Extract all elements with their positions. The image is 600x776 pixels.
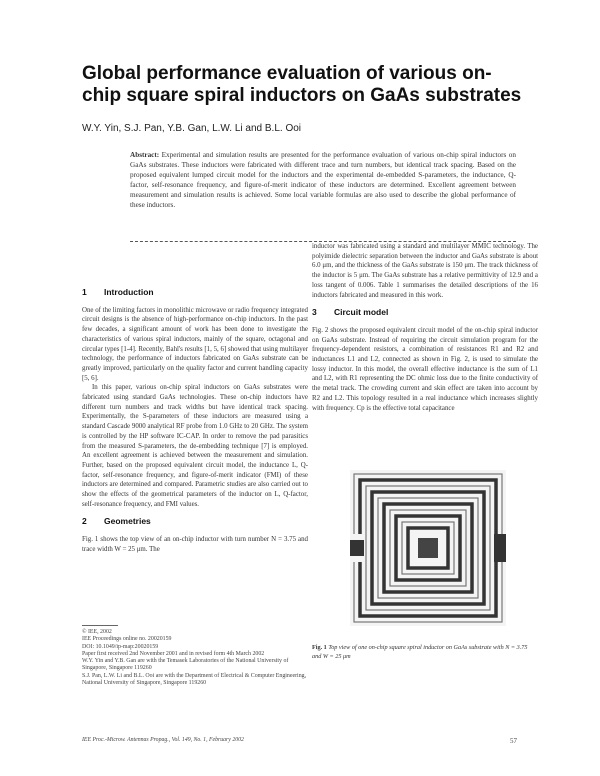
footnote-line: W.Y. Yin and Y.B. Gan are with the Temasek Laboratories of the National University of Singapore, Singapore 119260	[82, 658, 289, 672]
section-title: Geometries	[104, 516, 151, 527]
section-heading-geometries	[82, 517, 308, 527]
paper-title: Global performance evaluation of various on-chip square spiral inductors on GaAs substrates	[82, 63, 522, 106]
geometries-paragraph-2: inductor was fabricated using a standard and multilayer MMIC technology. The polyimide dielectric separation between the inductor and GaAs substrate is about 6.0 μm, and the thickness of the GaAs substrate is 150 μm. The track thickness of the inductor is 5 μm. The GaAs substrate has a relative permittivity of 12.9 and a loss tangent of 0.006. Table 1 summarises the detailed descriptions of the 16 inductors fabricated and measured in this work.	[312, 243, 538, 299]
figure-caption	[312, 644, 538, 661]
right-column	[312, 242, 538, 413]
journal-footer: IEE Proc.-Microw. Antennas Propag., Vol. 149, No. 1, February 2002	[82, 737, 244, 743]
footnote-line: © IEE, 2002	[82, 629, 112, 635]
authors: W.Y. Yin, S.J. Pan, Y.B. Gan, L.W. Li and B.L. Ooi	[82, 123, 302, 134]
footnote-rule	[82, 625, 118, 626]
abstract-text: Experimental and simulation results are presented for the performance evaluation of various on-chip spiral inductors on GaAs substrates. These inductors were fabricated with different trace and turn numbers, but identical track spacing. Based on the proposed equivalent lumped circuit model for the inductors and the experimental de-embedded S-parameters, the inductance, Q-factor, self-resonance frequency, and figure-of-merit indicator of these inductors are determined. Excellent agreement between measurement and simulation results is achieved. Some local variable formulas are also used to describe the global performance of these inductors.	[130, 151, 516, 210]
figure-caption-text: Top view of one on-chip square spiral inductor on GaAs substrate with N = 3.75 and W = 25 μm	[312, 644, 528, 660]
section-number: 1	[82, 287, 87, 297]
footnotes	[82, 629, 308, 687]
intro-paragraph-1: One of the limiting factors in monolithic microwave or radio frequency integrated circuit designs is the absence of high-performance on-chip inductors. In the past few decades, a significant amount of work has been done to investigate the characteristics of various spiral inductors, mainly of the square, octagonal and circular types [1-4]. Recently, Bahl's results [1, 5, 6] showed that using multilayer technology, the performance of inductors fabricated on GaAs substrate can be greatly improved, particularly on the quality factor and current handling capacity [5, 6].	[82, 306, 308, 382]
footnote-line: IEE Proceedings online no. 20020159	[82, 636, 172, 643]
section-heading-circuit-model	[312, 308, 538, 318]
left-column	[82, 280, 308, 555]
figure-label: Fig. 1	[312, 644, 327, 651]
section-number: 3	[312, 307, 317, 318]
footnote-line: Paper first received 2nd November 2001 and in revised form 4th March 2002	[82, 650, 265, 657]
section-heading-introduction	[82, 288, 308, 298]
intro-paragraph-2: In this paper, various on-chip spiral inductors on GaAs substrates were fabricated using standard GaAs technologies. These on-chip inductors have different turn numbers and track widths but have identical track spacing. Experimentally, the S-parameters of these inductors are measured using a standard Cascade 9000 analytical RF probe from 1.0 GHz to 20 GHz. The system is controlled by the HP software IC-CAP. In order to remove the pad parasitics from the measured S-parameters, the de-embedding technique [7] is employed. An excellent agreement is achieved between the measurement and simulation. Further, based on the proposed equivalent circuit model, the inductance L, Q-factor, self-resonance frequency, and figure-of-merit indicator (FMI) of these inductors are determined and compared. Parametric studies are also carried out to show the effects of the geometrical parameters of the inductor on L, Q-factor, self-resonance frequency, and FMI values.	[82, 384, 308, 508]
section-number: 2	[82, 516, 87, 527]
spiral-inductor-image	[350, 470, 506, 626]
geometries-paragraph-1: Fig. 1 shows the top view of an on-chip inductor with turn number N = 3.75 and trace width W = 25 μm. The	[82, 536, 308, 553]
abstract	[130, 150, 516, 211]
page-number: 57	[510, 737, 517, 745]
section-title: Introduction	[104, 287, 154, 297]
circuit-paragraph-1: Fig. 2 shows the proposed equivalent circuit model of the on-chip spiral inductor on GaAs substrate. Instead of requiring the circuit simulation program for the frequency-dependent resistors, a combination of resistances R1 and R2 and inductances L1 and L2, connected as shown in Fig. 2, is used to simulate the lossy inductor. In this model, the overall effective inductance is the sum of L1 and L2, with R1 representing the DC ohmic loss due to the finite conductivity of the metal track. The crowding current and skin effect are taken into account by R2 and L2. This topology resulted in a real inductance which increases slightly with frequency. Cp is the effective total capacitance	[312, 326, 538, 412]
footnote-line: DOI: 10.1049/ip-map:20020159	[82, 643, 159, 650]
figure-spiral-inductor	[350, 470, 506, 626]
section-title: Circuit model	[334, 307, 389, 318]
abstract-label: Abstract:	[130, 151, 160, 159]
footnote-line: S.J. Pan, L.W. Li and B.L. Ooi are with the Department of Electrical & Computer Engineering, National University of Singapore, Singapore 119260	[82, 672, 307, 687]
